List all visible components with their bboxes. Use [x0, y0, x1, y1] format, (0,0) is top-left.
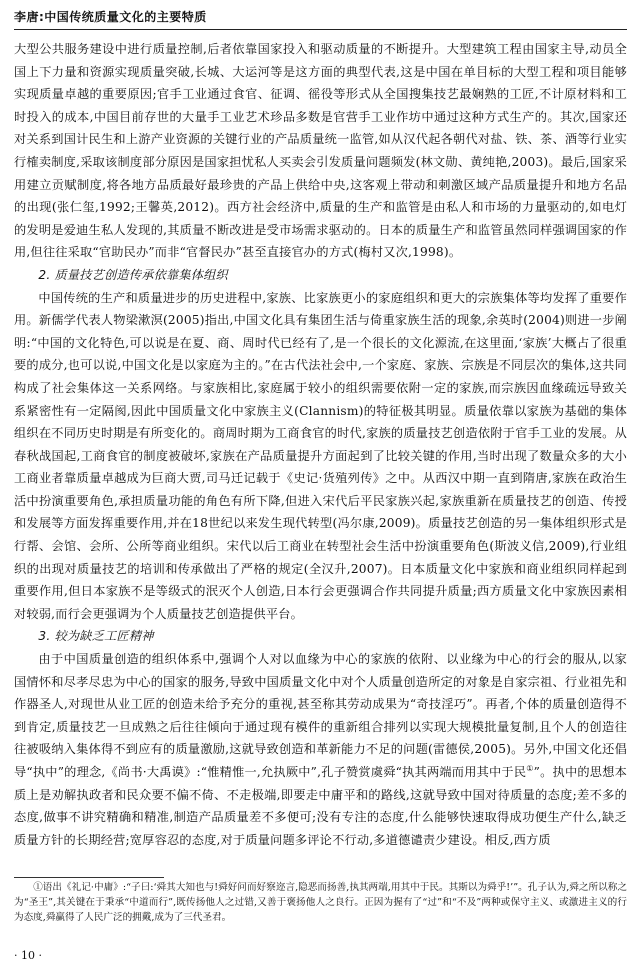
paragraph-craftsmanship-part-2: ”。执中的思想本质上是劝解执政者和民众要不偏不倚、不走极端,即要走中庸平和的路线,这就导致中国对待质量的态度;差不多的态度,做事不讲究精确和精准,制造产品质量差不多便可;没有专注的态度,什么能够快速取得成功便生产什么,缺乏质量方针的长期经营;宽厚容忍的态度,对于质量问题多评论不行动,多道德谴责少建设。相反,西方质	[14, 765, 627, 847]
page-number: · 10 ·	[14, 949, 42, 962]
running-header: 李唐:中国传统质量文化的主要特质	[14, 10, 207, 24]
paragraph-continued: 大型公共服务建设中进行质量控制,后者依靠国家投入和驱动质量的不断提升。大型建筑工程由国家主导,动员全国上下力量和资源实现质量突破,长城、大运河等是这方面的典型代表,这是中国在单目标的大型工程和项目能够实现质量卓越的重要原因;官手工业通过食官、征调、徭役等形式从全国搜集技艺最娴熟的工匠,不计原材料和工时投入的成本,中国目前存世的大量手工业艺术珍品多数是官营手工业作坊中通过这种方式生产的。其次,国家还对关系到国计民生和上游产业资源的关键行业的产品质量统一监管,如从汉代起各朝代对盐、铁、茶、酒等行业实行榷卖制度,采取该制度部分原因是国家担忧私人买卖会引发质量问题频发(林文勋、黄纯艳,2003)。最后,国家采用建立贡赋制度,将各地方品质最好最珍贵的产品上供给中央,这客观上带动和刺激区域产品质量提升和地方名品的出现(张仁玺,1992;王馨英,2012)。西方社会经济中,质量的生产和监管是由私人和市场的力量驱动的,如电灯的发明是爱迪生私人发现的,其质量不断改进是受市场需求驱动的。日本的质量生产和监管虽然同样强调国家的作用,但往往采取“官助民办”而非“官督民办”甚至直接官办的方式(梅村又次,1998)。	[14, 42, 627, 260]
paragraph-collective-organization: 中国传统的生产和质量进步的历史进程中,家族、比家族更小的家庭组织和更大的宗族集体等均发挥了重要作用。新儒学代表人物梁漱溟(2005)指出,中国文化具有集团生活与倚重家族生活的现象,余英时(2004)则进一步阐明:“中国的文化特色,可以说是在夏、商、周时代已经有了,是一个很长的文化源流,在这里面,‘家族’大概占了很重要的成分,也可以说,中国文化是以家庭为主的。”在古代法社会中,一个家庭、家族、宗族是不同层次的集体,这共同构成了社会集体这一关系网络。与家族相比,家庭属于较小的组织需要依附一定的家族,而宗族因血缘疏远导致关系紧密性有一定隔阂,因此中国质量文化中家族主义(Clannism)的特征极其明显。质量依靠以家族为基础的集体组织在不同历史时期是有所变化的。商周时期为工商食官的时代,家族的质量技艺创造依附于官手工业的发展。从春秋战国起,工商食官的制度被破坏,家族在产品质量提升方面起到了比较关键的作用,当时出现了数量众多的大小工商业者靠质量卓越成为巨商大贾,司马迁记载于《史记·货殖列传》之中。从西汉中期一直到隋唐,家族在政治生活中扮演重要角色,承担质量功能的角色有所下降,但进入宋代后平民家族兴起,家族重新在质量技艺的创造、传授和发展等方面发挥重要作用,并在18世纪以来发生现代转型(冯尔康,2009)。质量技艺创造的另一集体组织形式是行帮、会馆、会所、公所等商业组织。宋代以后工商业在转型社会生活中扮演重要角色(斯波义信,2009),行业组织的出现对质量技艺的培训和传承做出了严格的规定(全汉升,2007)。日本质量文化中家族和商业组织同样起到重要作用,但日本家族不是等级式的泯灭个人创造,日本行会更强调合作共同提升质量;西方质量文化中家族因素相对较弱,而行会更强调为个人质量技艺创造提供平台。	[14, 290, 627, 621]
paragraph-craftsmanship	[14, 648, 627, 851]
paragraph-craftsmanship-part-1: 由于中国质量创造的组织体系中,强调个人对以血缘为中心的家族的依附、以业缘为中心的行会的服从,以家国情怀和尽孝尽忠为中心的国家的服务,导致中国质量文化中对个人质量创造所定的对象是自家宗祖、行业祖先和作器圣人,对现世从业工匠的创造未给予充分的重视,甚至称其劳动成果为“奇技淫巧”。再者,个体的质量创造得不到肯定,质量技艺一旦成熟之后往往倾向于通过现有模件的重新组合排列以实现大规模批量复制,且个人的创造往往被吸纳入集体得不到应有的质量激励,这就导致创造和革新能力不足的问题(雷德侯,2005)。另外,中国文化还倡导“执中”的理念,《尚书·大禹谟》:“惟精惟一,允执厥中”,孔子赞赏虞舜“执其两端而用其中于民	[14, 652, 627, 779]
section-heading-3: 3. 较为缺乏工匠精神	[38, 629, 154, 644]
section-heading-2: 2. 质量技艺创造传承依靠集体组织	[38, 267, 228, 282]
article-body	[14, 38, 627, 851]
footnote: ①语出《礼记·中庸》:“子曰:‘舜其大知也与!舜好问而好察迩言,隐恶而扬善,执其两端,用其中于民。其斯以为舜乎!’”。孔子认为,舜之所以称之为“圣王”,其关键在于秉承“中道而行”,既传扬他人之过错,又善于褒扬他人之良行。正因为握有了“过”和“不及”两种或保守主义、或激进主义的行为态度,舜赢得了人民广泛的拥戴,成为了三代圣君。	[14, 882, 627, 923]
footnote-marker[interactable]: ①	[526, 763, 534, 773]
footnote-rule	[14, 877, 164, 878]
header-rule	[14, 29, 627, 30]
